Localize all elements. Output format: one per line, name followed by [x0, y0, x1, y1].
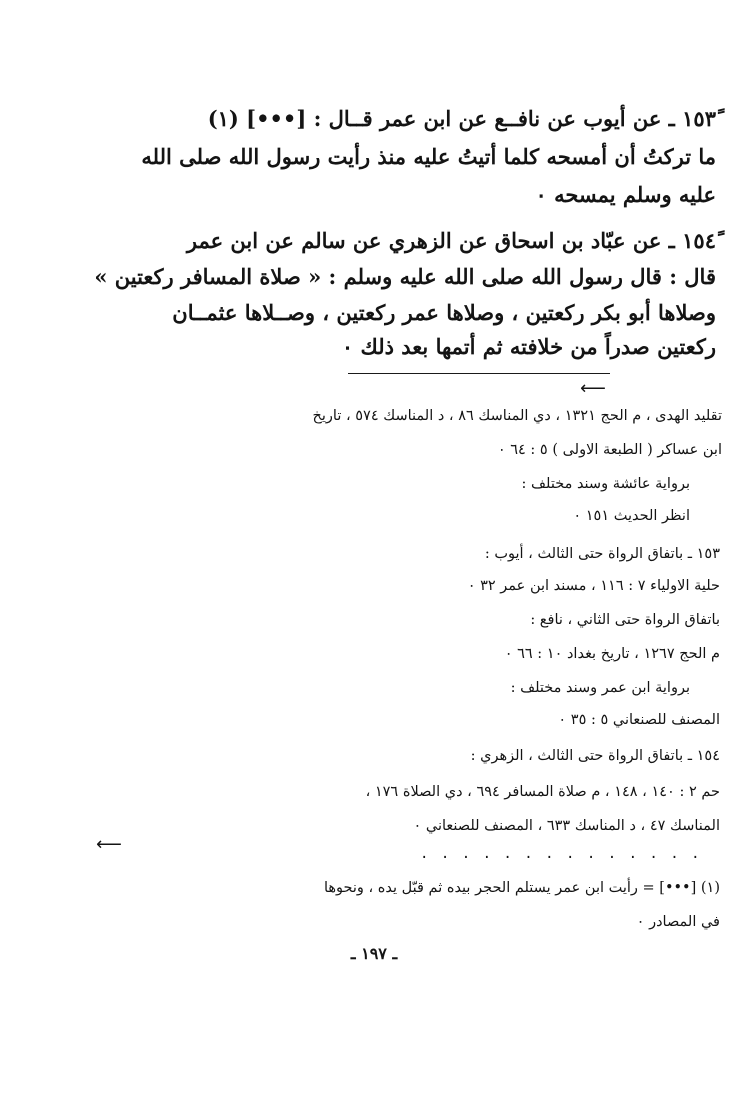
notes-top-line-2: ابن عساكر ( الطبعة الاولى ) ٥ : ٦٤ ٠	[497, 442, 722, 458]
hadith-153-line-3: عليه وسلم يمسحه ٠	[535, 182, 716, 207]
continuation-arrow-icon: ⟵	[580, 378, 606, 399]
page-number: ـ ١٩٧ ـ	[350, 944, 398, 963]
hadith-154-line-1: ١٥٤ً ـ عن عبّاد بن اسحاق عن الزهري عن سالم عن ابن عمر	[186, 228, 716, 253]
footnote-line-2: في المصادر ٠	[636, 914, 720, 930]
separator-line	[348, 373, 610, 374]
notes-top-line-4: انظر الحديث ١٥١ ٠	[573, 508, 690, 524]
notes-top-line-3: برواية عائشة وسند مختلف :	[521, 476, 690, 492]
footnote-line-1: (١) [•••] = رأيت ابن عمر يستلم الحجر بيده ثم قبّل يده ، ونحوها	[323, 880, 720, 896]
notes-153-line-6: المصنف للصنعاني ٥ : ٣٥ ٠	[558, 712, 720, 728]
notes-top-line-1: تقليد الهدى ، م الحج ١٣٢١ ، دي المناسك ٨٦ ، د المناسك ٥٧٤ ، تاريخ	[312, 408, 722, 424]
hadith-154-line-3: وصلاها أبو بكر ركعتين ، وصلاها عمر ركعتين ، وصــلاها عثمــان	[172, 300, 716, 325]
notes-153-line-3: باتفاق الرواة حتى الثاني ، نافع :	[530, 612, 720, 628]
hadith-154-line-2: قال : قال رسول الله صلى الله عليه وسلم : « صلاة المسافر ركعتين »	[94, 264, 716, 289]
hadith-154-line-4: ركعتين صدراً من خلافته ثم أتمها بعد ذلك ٠	[341, 334, 716, 359]
hadith-153-line-2: ما تركتُ أن أمسحه كلما أتيتُ عليه منذ رأيت رسول الله صلى الله	[141, 144, 716, 169]
notes-153-line-1: ١٥٣ ـ باتفاق الرواة حتى الثالث ، أيوب :	[484, 546, 720, 562]
notes-153-line-2: حلية الاولياء ٧ : ١١٦ ، مسند ابن عمر ٣٢ ٠	[467, 578, 720, 594]
notes-154-line-2: حم ٢ : ١٤٠ ، ١٤٨ ، م صلاة المسافر ٦٩٤ ، دي الصلاة ١٧٦ ،	[365, 784, 720, 800]
continuation-arrow-icon: ⟵	[96, 834, 122, 855]
notes-154-line-1: ١٥٤ ـ باتفاق الرواة حتى الثالث ، الزهري :	[470, 748, 720, 764]
notes-153-line-4: م الحج ١٢٦٧ ، تاريخ بغداد ١٠ : ٦٦ ٠	[504, 646, 720, 662]
hadith-153-line-1: ١٥٣ً ـ عن أيوب عن نافــع عن ابن عمر قــال : [•••] (١)	[207, 106, 716, 131]
notes-153-line-5: برواية ابن عمر وسند مختلف :	[510, 680, 690, 696]
notes-154-line-3: المناسك ٤٧ ، د المناسك ٦٣٣ ، المصنف للصنعاني ٠	[413, 818, 720, 834]
dotted-separator: . . . . . . . . . . . . . .	[420, 846, 702, 862]
